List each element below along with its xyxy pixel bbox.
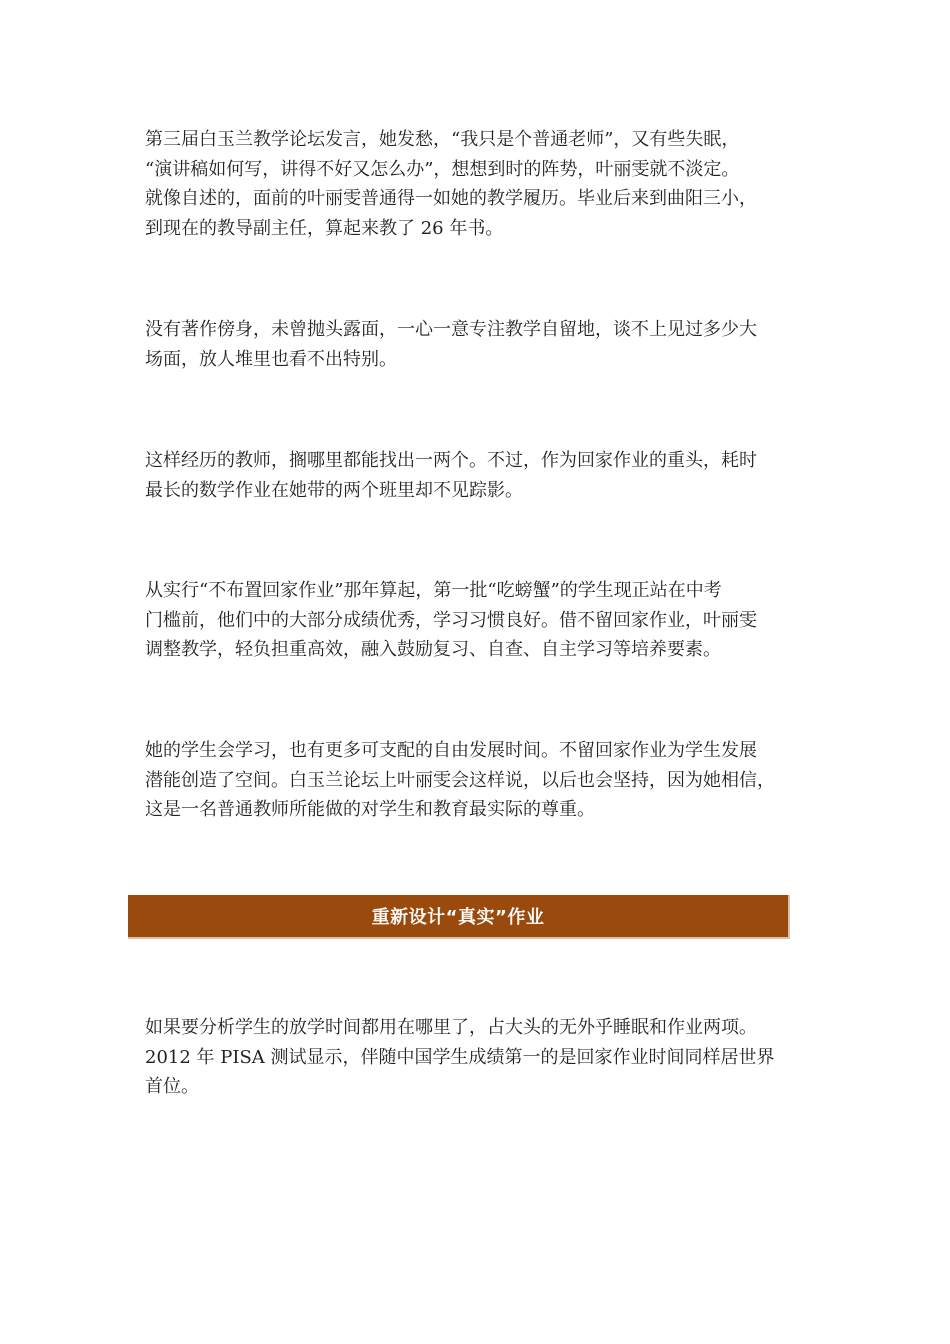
- paragraph-line: 调整教学，轻负担重高效，融入鼓励复习、自查、自主学习等培养要素。: [145, 639, 721, 660]
- paragraph-line: 第三届白玉兰教学论坛发言，她发愁，“我只是个普通老师”，又有些失眠，: [145, 129, 740, 150]
- paragraph-line: 场面，放人堆里也看不出特别。: [145, 348, 397, 370]
- paragraph-line: 这样经历的教师，搁哪里都能找出一两个。不过，作为回家作业的重头，耗时: [145, 450, 757, 471]
- paragraph-line: 没有著作傍身，未曾抛头露面，一心一意专注教学自留地，谈不上见过多少大: [145, 319, 757, 340]
- paragraph-5: [145, 736, 810, 825]
- paragraph-line: 她的学生会学习，也有更多可支配的自由发展时间。不留回家作业为学生发展: [145, 740, 757, 761]
- paragraph-line: 2012 年 PISA 测试显示，伴随中国学生成绩第一的是回家作业时间同样居世界: [145, 1046, 775, 1068]
- section-heading-banner: [128, 895, 790, 939]
- section-heading: 重新设计“真实”作业: [371, 907, 545, 928]
- paragraph-line: 这是一名普通教师所能做的对学生和教育最实际的尊重。: [145, 799, 595, 820]
- paragraph-line: 首位。: [145, 1076, 199, 1097]
- paragraph-2: [145, 315, 810, 374]
- paragraph-6: [145, 1013, 810, 1102]
- paragraph-line: “演讲稿如何写，讲得不好又怎么办”，想想到时的阵势，叶丽雯就不淡定。: [145, 158, 740, 180]
- paragraph-3: [145, 446, 810, 505]
- paragraph-line: 就像自述的，面前的叶丽雯普通得一如她的教学履历。毕业后来到曲阳三小，: [145, 188, 757, 209]
- paragraph-line: 从实行“不布置回家作业”那年算起，第一批“吃螃蟹”的学生现正站在中考: [145, 580, 722, 601]
- paragraph-line: 如果要分析学生的放学时间都用在哪里了，占大头的无外乎睡眠和作业两项。: [145, 1017, 757, 1038]
- paragraph-line: 潜能创造了空间。白玉兰论坛上叶丽雯会这样说，以后也会坚持，因为她相信，: [145, 769, 775, 791]
- paragraph-line: 最长的数学作业在她带的两个班里却不见踪影。: [145, 479, 523, 501]
- paragraph-4: [145, 576, 810, 665]
- paragraph-line: 到现在的教导副主任，算起来教了 26 年书。: [145, 217, 504, 239]
- paragraph-line: 门槛前，他们中的大部分成绩优秀，学习习惯良好。借不留回家作业，叶丽雯: [145, 609, 757, 631]
- paragraph-1: [145, 125, 810, 243]
